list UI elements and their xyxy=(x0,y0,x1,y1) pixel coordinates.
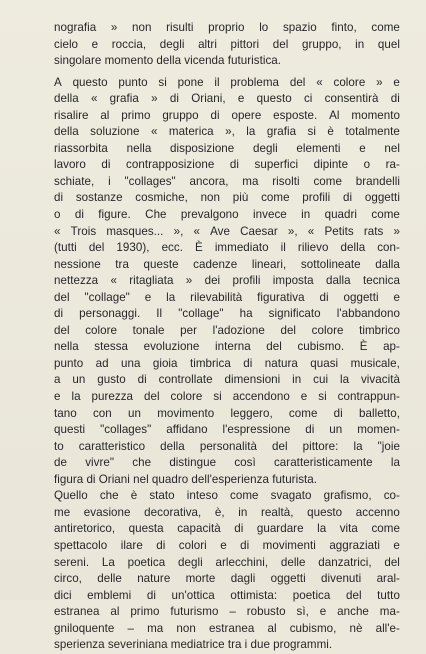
text-line: del colore tonale per l'adozione del colore timbrico xyxy=(54,323,400,337)
text-line: della « grafia » di Oriani, e questo ci consentirà di xyxy=(54,92,400,106)
text-line: questi "collages" affidano l'espressione di un momen- xyxy=(54,423,400,437)
body-text xyxy=(54,20,400,654)
text-line: to caratteristico della personalità del pittore: la "joie xyxy=(54,439,400,453)
text-line: figura di Oriani nel quadro dell'esperienza futurista. xyxy=(54,472,318,486)
text-line: A questo punto si pone il problema del « colore » e xyxy=(54,75,400,89)
text-line: schiate, i "collages" ancora, ma risolti come brandelli xyxy=(54,174,400,188)
text-line: sperienza severiniana mediatrice tra i due programmi. xyxy=(54,638,333,652)
text-line: de vivre" che distingue così caratteristicamente la xyxy=(54,456,400,470)
text-line: nettezza « ritagliata » dei profili imposta dalla tecnica xyxy=(54,274,400,288)
text-line: (tutti del 1930), ecc. È immediato il rilievo della con- xyxy=(54,241,400,255)
text-line: del "collage" e la rilevabilità figurativa di oggetti e xyxy=(54,290,400,304)
text-line: antiretorico, questa capacità di guardare la vita come xyxy=(54,522,400,536)
text-line: singolare momento della vicenda futuristica. xyxy=(54,54,282,68)
text-line: gniloquente – ma non estranea al cubismo, nè all'e- xyxy=(54,621,400,635)
text-line: spettacolo ilare di colori e di movimenti aggraziati e xyxy=(54,538,400,552)
text-line: nessione tra queste cadenze lineari, sottolineate dalla xyxy=(54,257,400,271)
text-line: Quello che è stato inteso come svagato grafismo, co- xyxy=(54,489,400,503)
text-line: dici emblemi di un'ottica ottimista: poetica del tutto xyxy=(54,588,400,602)
text-line: tano con un movimento leggero, come di balletto, xyxy=(54,406,400,420)
text-line: della soluzione « materica », la grafia si è totalmente xyxy=(54,125,400,139)
text-line: nella stessa evoluzione interna del cubismo. È ap- xyxy=(54,340,400,354)
text-line: nografia » non risulti proprio lo spazio finto, come xyxy=(54,21,400,34)
text-line: o di figure. Che prevalgono invece in quadri come xyxy=(54,208,400,222)
text-line: di personaggi. Il "collage" ha significato l'abbandono xyxy=(54,307,400,321)
text-line: me evasione decorativa, è, in realtà, questo accenno xyxy=(54,505,400,519)
text-line: a un gusto di controllate dimensioni in cui la vivacità xyxy=(54,373,400,387)
text-line: cielo e roccia, degli altri pittori del gruppo, in quel xyxy=(54,37,400,51)
text-line: punto ad una gioia timbrica di natura quasi musicale, xyxy=(54,356,400,370)
text-line: « Trois masques... », « Ave Caesar », « Petits rats » xyxy=(54,224,400,238)
text-line: e la purezza del colore si accendono e si contrappun- xyxy=(54,390,400,404)
text-line: estranea al primo futurismo – robusto sì, e anche ma- xyxy=(54,605,400,619)
text-line: di sostanze cosmiche, non più come profili di oggetti xyxy=(54,191,400,205)
text-line: sereni. La poetica degli arlecchini, delle danzatrici, del xyxy=(54,555,400,569)
text-line: risalire al primo gruppo di opere esposte. Al momento xyxy=(54,108,400,122)
text-line: circo, delle nature morte dagli oggetti divenuti aral- xyxy=(54,572,400,586)
text-line: riassorbita nella disposizione degli elementi e nel xyxy=(54,141,400,155)
text-line: lavoro di contrapposizione di superfici dipinte o ra- xyxy=(54,158,400,172)
